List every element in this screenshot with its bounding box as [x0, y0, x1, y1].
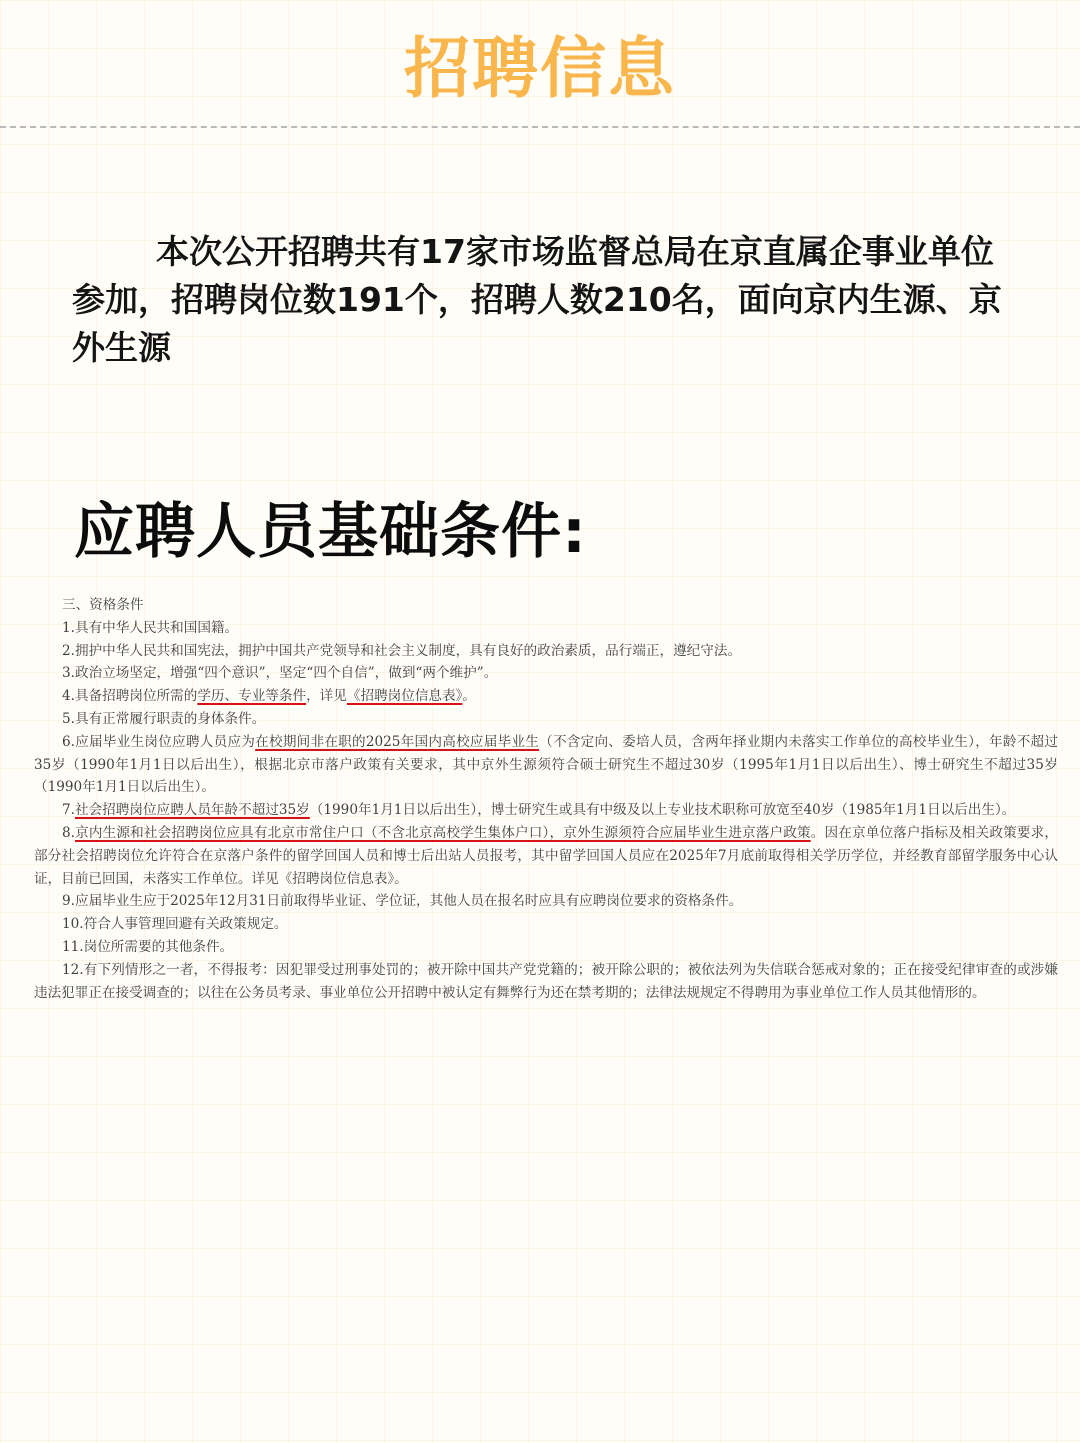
doc-item-8-highlight: 京内生源和社会招聘岗位应具有北京市常住户口（不含北京高校学生集体户口），京外生源须符合应届毕业生进京落户政策 — [74, 824, 811, 841]
doc-item-7 — [34, 799, 1058, 822]
doc-item-9: 9.应届毕业生应于2025年12月31日前取得毕业证、学位证，其他人员在报名时应具有应聘岗位要求的资格条件。 — [62, 893, 743, 910]
doc-item-5: 5.具有正常履行职责的身体条件。 — [62, 710, 266, 727]
doc-item-3: 3.政治立场坚定，增强“四个意识”，坚定“四个自信”，做到“两个维护”。 — [62, 665, 498, 682]
doc-item-1: 1.具有中华人民共和国国籍。 — [62, 619, 239, 636]
intro-paragraph: 本次公开招聘共有17家市场监督总局在京直属企事业单位参加，招聘岗位数191个，招聘人数210名，面向京内生源、京外生源 — [72, 232, 1002, 367]
qualification-document — [34, 594, 1058, 1004]
doc-item-12: 12.有下列情形之一者，不得报考：因犯罪受过刑事处罚的；被开除中国共产党党籍的；被开除公职的；被依法列为失信联合惩戒对象的；正在接受纪律审查的或涉嫌违法犯罪正在接受调查的；以往在公务员考录、事业单位公开招聘中被认定有舞弊行为还在禁考期的；法律法规规定不得聘用为事业单位工作人员其他情形的。 — [34, 961, 1058, 1001]
doc-item-4-highlight: 学历、专业等条件 — [197, 688, 307, 705]
doc-heading: 三、资格条件 — [62, 597, 144, 613]
doc-item-4-text: 。 — [462, 688, 476, 705]
doc-item-10: 10.符合人事管理回避有关政策规定。 — [62, 916, 288, 933]
page-title: 招聘信息 — [404, 30, 676, 107]
doc-item-2: 2.拥护中华人民共和国宪法，拥护中国共产党领导和社会主义制度，具有良好的政治素质，品行端正，遵纪守法。 — [62, 642, 742, 659]
doc-item-4-text: 4.具备招聘岗位所需的 — [62, 688, 198, 705]
section-heading: 应聘人员基础条件: — [74, 497, 587, 567]
doc-item-6-text: （不含定向、委培人员，含两年择业期内未落实工作单位的高校毕业生），年龄不超过35岁（1990年1月1日以后出生），根据北京市落户政策有关要求，其中京外生源须符合硕士研究生不超过30岁（1995年1月1日以后出生）、博士研究生不超过35岁（1990年1月1日以后出生）。 — [34, 733, 1058, 796]
doc-item-4 — [34, 685, 1058, 708]
dashed-divider — [0, 126, 1080, 128]
doc-item-6 — [34, 731, 1058, 799]
doc-item-8 — [34, 822, 1058, 890]
doc-item-6-highlight: 在校期间非在职的2025年国内高校应届毕业生 — [255, 733, 540, 750]
doc-item-8-text: 。因在京单位落户指标及相关政策要求，部分社会招聘岗位允许符合在京落户条件的留学回国人员和博士后出站人员报考，其中留学回国人员应在2025年7月底前取得相关学历学位，并经教育部留学服务中心认证，目前已回国，未落实工作单位。详见《招聘岗位信息表》。 — [34, 824, 1059, 887]
doc-item-8-text: 8. — [62, 824, 75, 841]
doc-item-4-text: ，详见 — [306, 688, 347, 705]
doc-item-4-table-ref: 《招聘岗位信息表》 — [346, 688, 463, 705]
doc-item-7-text: 7. — [62, 802, 75, 819]
doc-item-6-text: 6.应届毕业生岗位应聘人员应为 — [62, 733, 256, 750]
doc-item-11: 11.岗位所需要的其他条件。 — [62, 938, 234, 955]
doc-item-7-text: （1990年1月1日以后出生），博士研究生或具有中级及以上专业技术职称可放宽至40岁（1985年1月1日以后出生）。 — [309, 802, 1016, 819]
doc-item-7-highlight: 社会招聘岗位应聘人员年龄不超过35岁 — [74, 802, 310, 819]
